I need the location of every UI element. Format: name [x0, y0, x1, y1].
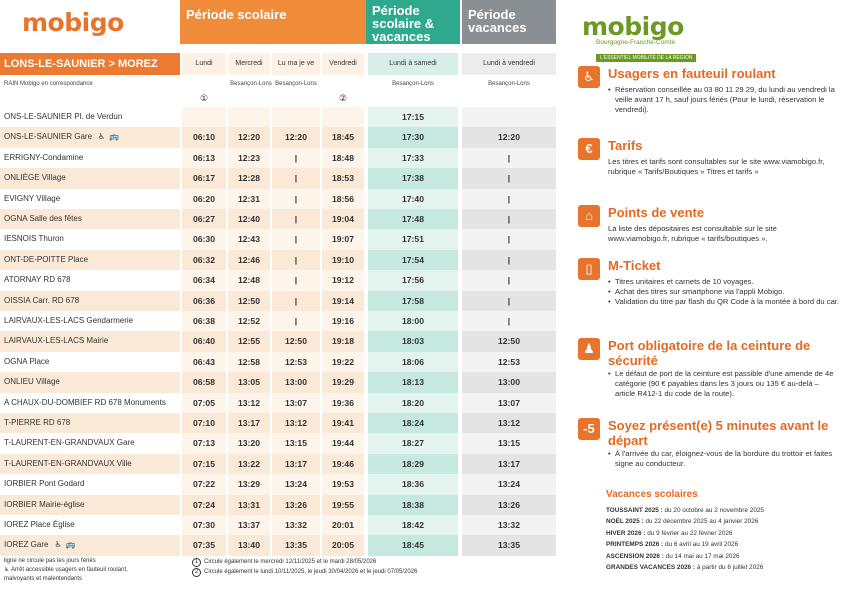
period-vacances-header: Période vacances	[462, 0, 556, 44]
departure-time: 12:23	[228, 148, 270, 168]
stop-name: IOREZ Place Église	[4, 520, 75, 529]
departure-time: 13:12	[462, 413, 556, 433]
stop-row	[0, 229, 556, 249]
departure-time: 17:56	[368, 270, 458, 290]
departure-time: 17:33	[368, 148, 458, 168]
stop-row	[0, 148, 556, 168]
section-body	[608, 157, 840, 177]
departure-time: 13:12	[272, 413, 320, 433]
departure-time: 13:17	[228, 413, 270, 433]
stop-row	[0, 107, 556, 127]
stop-name: T-LAURENT-EN-GRANDVAUX Gare	[4, 438, 135, 448]
stop-row	[0, 372, 556, 392]
departure-time: 06:20	[182, 189, 226, 209]
departure-time: 13:17	[272, 454, 320, 474]
departure-time: |	[272, 189, 320, 209]
column-header: Lundi	[182, 53, 226, 75]
correspondence-value: Besançon-Lons	[392, 81, 434, 87]
section-text: La liste des dépositaires est consultable sur le site www.viamobigo.fr, rubrique « tarifs/boutiques ».	[608, 224, 777, 243]
section-item: • Achat des titres sur smartphone via l'appli Mobigo.	[608, 287, 840, 297]
departure-time: 19:18	[322, 331, 364, 351]
departure-time: 06:17	[182, 168, 226, 188]
departure-time: |	[272, 291, 320, 311]
departure-time: 19:12	[322, 270, 364, 290]
circled-1-icon: 1	[192, 558, 201, 567]
vacances-list	[606, 505, 764, 573]
departure-time: 07:10	[182, 413, 226, 433]
departure-time: 13:26	[272, 495, 320, 515]
euro-icon: €	[578, 138, 600, 160]
departure-time: 17:38	[368, 168, 458, 188]
departure-time: 12:53	[462, 352, 556, 372]
departure-time: 12:50	[228, 291, 270, 311]
circled-2-icon: 2	[192, 568, 201, 577]
stop-row	[0, 352, 556, 372]
section-body	[608, 224, 840, 244]
stop-name: IESNOIS Thuron	[4, 234, 64, 244]
departure-time: 18:56	[322, 189, 364, 209]
section-text: Les titres et tarifs sont consultables sur le site www.viamobigo.fr, rubrique « Tarifs/Boutiques » Titres et tarifs »	[608, 157, 825, 176]
departure-time: 18:27	[368, 433, 458, 453]
stop-row	[0, 393, 556, 413]
departure-time: 13:00	[272, 372, 320, 392]
departure-time: 18:45	[322, 127, 364, 147]
seatbelt-icon: ♟	[578, 338, 600, 360]
departure-time: 13:07	[272, 393, 320, 413]
section-body	[608, 369, 840, 399]
departure-time: 06:32	[182, 250, 226, 270]
departure-time: |	[272, 270, 320, 290]
section-item: • Le défaut de port de la ceinture est passible d'une amende de 4e catégorie (90 € payables dans les 3 jours ou 135 € au-delà – article R412-1 du code de la route).	[608, 369, 840, 399]
stop-name: OGNA Salle des fêtes	[0, 209, 180, 229]
departure-time: 13:22	[228, 454, 270, 474]
departure-time: 07:30	[182, 515, 226, 535]
departure-time: 13:15	[462, 433, 556, 453]
vacances-item: PRINTEMPS 2026 : du 6 avril au 19 avril 2026	[606, 541, 739, 549]
stop-name: ERRIGNY-Condamine	[4, 152, 84, 162]
stop-name: IORBIER Pont Godard	[4, 479, 85, 489]
section-body	[608, 449, 840, 469]
departure-time: 13:12	[228, 393, 270, 413]
clock-icon: -5	[578, 418, 600, 440]
departure-time: 17:15	[368, 107, 458, 127]
departure-time: 12:20	[272, 127, 320, 147]
section-title: Port obligatoire de la ceinture de sécurité	[608, 338, 811, 368]
stop-name: IORBIER Mairie-église	[0, 495, 180, 515]
departure-time: |	[272, 168, 320, 188]
departure-time: |	[272, 311, 320, 331]
departure-time: |	[272, 209, 320, 229]
vacances-item: TOUSSAINT 2025 : du 20 octobre au 2 novembre 2025	[606, 507, 764, 514]
departure-time	[462, 107, 556, 127]
departure-time: 07:13	[182, 433, 226, 453]
section-title: Points de vente	[608, 205, 705, 220]
departure-time: 19:55	[322, 495, 364, 515]
departure-time: 12:46	[228, 250, 270, 270]
departure-time: 12:31	[228, 189, 270, 209]
departure-time: 13:20	[228, 433, 270, 453]
departure-time: 18:24	[368, 413, 458, 433]
stop-name: OGNA Place	[4, 356, 50, 366]
departure-time: 18:48	[322, 148, 364, 168]
info-panel	[568, 0, 842, 595]
section-body	[608, 277, 840, 307]
stop-name: ONS-LE-SAUNIER Pl. de Verdun	[4, 112, 123, 121]
stop-name: EVIGNY Village	[4, 193, 61, 203]
column-header: Mercredi	[228, 53, 270, 75]
departure-time: 12:58	[228, 352, 270, 372]
departure-time: 19:46	[322, 454, 364, 474]
departure-time: |	[462, 229, 556, 249]
stop-row	[0, 291, 556, 311]
stop-name: LAIRVAUX-LES-LACS Gendarmerie	[4, 316, 134, 325]
departure-time: |	[462, 189, 556, 209]
departure-time: 18:13	[368, 372, 458, 392]
accessibility-icon: ♿ 🚌	[98, 132, 121, 142]
departure-time: 18:36	[368, 474, 458, 494]
departure-time: 12:50	[272, 331, 320, 351]
departure-time: 19:10	[322, 250, 364, 270]
departure-time: 20:01	[322, 515, 364, 535]
departure-time: 12:55	[228, 331, 270, 351]
section-body	[608, 85, 840, 115]
stop-row	[0, 413, 556, 433]
column-header: Vendredi	[322, 53, 364, 75]
departure-time: 18:42	[368, 515, 458, 535]
correspondence-value: Besançon-Lons	[230, 81, 272, 87]
departure-time: 13:17	[462, 454, 556, 474]
departure-time: 19:29	[322, 372, 364, 392]
departure-time	[182, 107, 226, 127]
departure-time: |	[462, 148, 556, 168]
departure-time: 17:40	[368, 189, 458, 209]
section-item: • Titres unitaires et carnets de 10 voyages.	[608, 277, 840, 287]
section-title: Usagers en fauteuil roulant	[608, 66, 776, 81]
departure-time: 07:05	[182, 393, 226, 413]
departure-time: 13:32	[272, 515, 320, 535]
departure-time: 13:00	[462, 372, 556, 392]
departure-time: 18:20	[368, 393, 458, 413]
accessibility-icon: ♿	[4, 567, 12, 573]
departure-time: 18:06	[368, 352, 458, 372]
departure-time: 13:32	[462, 515, 556, 535]
section-title: Tarifs	[608, 138, 643, 153]
correspondence-value: Besançon-Lons	[488, 81, 530, 87]
stop-row	[0, 168, 556, 188]
departure-time: 19:04	[322, 209, 364, 229]
period-scolaire-vacances-header: Période scolaire & vacances	[366, 0, 460, 44]
vacances-item: HIVER 2026 : du 9 février au 22 février 2026	[606, 529, 733, 537]
vacances-item: GRANDES VACANCES 2026 : à partir du 6 juillet 2026	[606, 564, 764, 572]
stop-row	[0, 209, 556, 229]
section-title: Soyez présent(e) 5 minutes avant le départ	[608, 418, 829, 448]
column-header: Lundi à samedi	[368, 53, 458, 75]
departure-time: 07:24	[182, 495, 226, 515]
vacances-title: Vacances scolaires	[606, 489, 698, 500]
departure-time: 18:53	[322, 168, 364, 188]
departure-time: 19:53	[322, 474, 364, 494]
departure-time: 19:16	[322, 311, 364, 331]
departure-time: 06:36	[182, 291, 226, 311]
departure-time: 06:43	[182, 352, 226, 372]
departure-time: |	[462, 270, 556, 290]
stop-name: A CHAUX-DU-DOMBIEF RD 678 Monuments	[4, 397, 166, 407]
section-item: • À l'arrivée du car, éloignez-vous de la bordure du trottoir et faites signe au conducteur.	[608, 449, 840, 469]
departure-time: 06:58	[182, 372, 226, 392]
departure-time: 12:40	[228, 209, 270, 229]
departure-time	[228, 107, 270, 127]
section-item: • Validation du titre par flash du QR Code à la montée à bord du car.	[608, 297, 840, 307]
section-title: M-Ticket	[608, 258, 661, 273]
departure-time: 18:38	[368, 495, 458, 515]
departure-time: 19:22	[322, 352, 364, 372]
correspondence-value: Besançon-Lons	[275, 81, 317, 87]
departure-time: 06:13	[182, 148, 226, 168]
stop-row	[0, 189, 556, 209]
departure-time: 13:37	[228, 515, 270, 535]
stop-name: ATORNAY RD 678	[4, 275, 71, 285]
stop-name: ONS-LE-SAUNIER Gare ♿ 🚌	[0, 127, 180, 147]
departure-time: |	[462, 168, 556, 188]
departure-time: 12:20	[462, 127, 556, 147]
departure-time: 12:43	[228, 229, 270, 249]
departure-time: 06:40	[182, 331, 226, 351]
departure-time: 13:35	[462, 535, 556, 555]
departure-time: 13:15	[272, 433, 320, 453]
departure-time: 12:53	[272, 352, 320, 372]
departure-time: 19:44	[322, 433, 364, 453]
column-header: Lundi à vendredi	[462, 53, 556, 75]
departure-time: 13:07	[462, 393, 556, 413]
departure-time: 12:48	[228, 270, 270, 290]
departure-time: 12:52	[228, 311, 270, 331]
footer-notes-mid: 1 Circule également le mercredi 12/11/2025 et le mardi 28/05/2026 2 Circule également le lundi 10/11/2025, le jeudi 30/04/2026 et le jeudi 07/05/2026	[192, 557, 552, 577]
departure-time: 06:38	[182, 311, 226, 331]
departure-time: |	[462, 209, 556, 229]
departure-time: 13:35	[272, 535, 320, 555]
house-icon: ⌂	[578, 205, 600, 227]
section-item: • Réservation conseillée au 03 80 11 29 29, du lundi au vendredi la veille avant 17 h, sauf jours fériés (Pour le lundi, réservation le vendredi).	[608, 85, 840, 115]
mobigo-brand: mobigo Bourgogne-Franche-Comté L'ESSENTIEL MOBILITÉ DE LA RÉGION	[582, 12, 696, 64]
departure-time: |	[462, 250, 556, 270]
departure-time: 06:27	[182, 209, 226, 229]
stop-name: IOREZ Gare ♿ 🚌	[0, 535, 180, 555]
departure-time: 17:54	[368, 250, 458, 270]
departure-time: 13:26	[462, 495, 556, 515]
stop-row	[0, 454, 556, 474]
departure-time: 06:10	[182, 127, 226, 147]
departure-time: 17:51	[368, 229, 458, 249]
departure-time: 18:00	[368, 311, 458, 331]
departure-time: |	[272, 250, 320, 270]
departure-time: 07:35	[182, 535, 226, 555]
departure-time: 12:28	[228, 168, 270, 188]
departure-time: 13:24	[462, 474, 556, 494]
departure-time: 19:14	[322, 291, 364, 311]
departure-time: 07:15	[182, 454, 226, 474]
departure-time: |	[272, 148, 320, 168]
stop-name: ONLIÈGE Village	[0, 168, 180, 188]
phone-icon: ▯	[578, 258, 600, 280]
departure-time: |	[272, 229, 320, 249]
stop-row	[0, 250, 556, 270]
accessibility-icon: ♿ 🚌	[54, 540, 77, 550]
stop-name: ONLIEU Village	[0, 372, 180, 392]
departure-time: 17:58	[368, 291, 458, 311]
departure-time: 13:31	[228, 495, 270, 515]
departure-time: 13:29	[228, 474, 270, 494]
departure-time: 18:45	[368, 535, 458, 555]
departure-time: 18:03	[368, 331, 458, 351]
footnote-mark-1: ①	[199, 93, 209, 103]
departure-time: 07:22	[182, 474, 226, 494]
departure-time: 13:05	[228, 372, 270, 392]
departure-time	[322, 107, 364, 127]
departure-time: 06:34	[182, 270, 226, 290]
departure-time: |	[462, 311, 556, 331]
departure-time: 17:30	[368, 127, 458, 147]
stop-row	[0, 270, 556, 290]
stop-row	[0, 311, 556, 331]
stop-name: T-PIERRE RD 678	[0, 413, 180, 433]
stop-row	[0, 331, 556, 351]
mobigo-logo: mobigo	[22, 7, 124, 37]
footnote-mark-2: ②	[338, 93, 348, 103]
vacances-item: NOËL 2025 : du 22 décembre 2025 au 4 janvier 2026	[606, 518, 759, 526]
departure-time: 12:20	[228, 127, 270, 147]
departure-time: 13:40	[228, 535, 270, 555]
stop-row	[0, 495, 556, 515]
stop-row	[0, 515, 556, 535]
stop-row	[0, 127, 556, 147]
wheelchair-icon: ♿	[578, 66, 600, 88]
vacances-item: ASCENSION 2026 : du 14 mai au 17 mai 2026	[606, 552, 740, 560]
departure-time: |	[462, 291, 556, 311]
departure-time: 19:36	[322, 393, 364, 413]
column-header: Lu ma je ve	[272, 53, 320, 75]
period-scolaire-header: Période scolaire	[180, 0, 366, 44]
footer-notes-left: ligne ne circule pas les jours fériés ♿ Arrêt accessible usagers en fauteuil roulant, malvoyants et malentendants	[4, 558, 128, 582]
stop-row	[0, 474, 556, 494]
stop-row	[0, 535, 556, 555]
departure-time: 19:07	[322, 229, 364, 249]
stop-name: T-LAURENT-EN-GRANDVAUX Ville	[0, 454, 180, 474]
departure-time: 17:48	[368, 209, 458, 229]
departure-time: 13:24	[272, 474, 320, 494]
departure-time: 18:29	[368, 454, 458, 474]
correspondence-label: RAIN Mobigo en correspondance	[4, 81, 93, 87]
stop-name: OISSIA Carr. RD 678	[0, 291, 180, 311]
stop-row	[0, 433, 556, 453]
departure-time: 19:41	[322, 413, 364, 433]
route-title: LONS-LE-SAUNIER > MOREZ	[0, 53, 180, 75]
departure-time: 06:30	[182, 229, 226, 249]
stop-name: ONT-DE-POITTE Place	[0, 250, 180, 270]
departure-time: 12:50	[462, 331, 556, 351]
stop-name: LAIRVAUX-LES-LACS Mairie	[0, 331, 180, 351]
departure-time	[272, 107, 320, 127]
departure-time: 20:05	[322, 535, 364, 555]
